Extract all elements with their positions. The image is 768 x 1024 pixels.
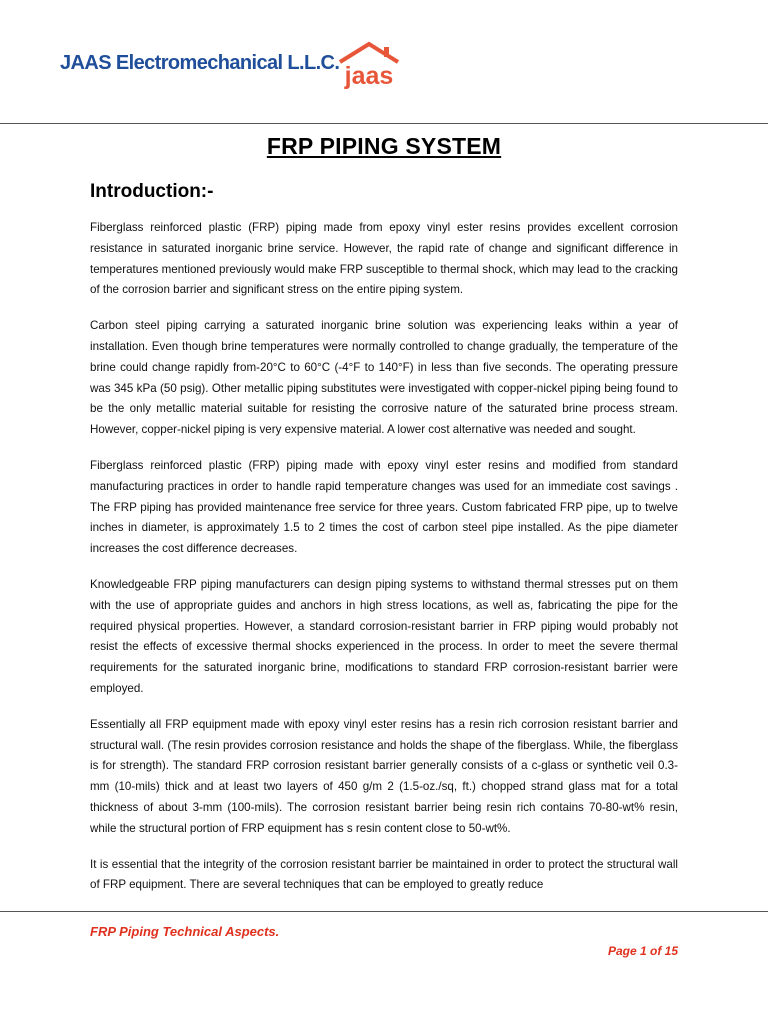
company-logo xyxy=(334,40,404,96)
footer-document-label: FRP Piping Technical Aspects. xyxy=(90,924,280,939)
paragraph: Knowledgeable FRP piping manufacturers can design piping systems to withstand thermal stresses put on them with the use of appropriate guides and anchors in high stress locations, as well as, fabricating the pipe for the required physical properties. However, a standard corrosion-resistant barrier in FRP piping would probably not resist the effects of excessive thermal shocks experienced in the process. In order to meet the severe thermal requirements for the saturated inorganic brine, modifications to standard FRP corrosion-resistant barrier were employed. xyxy=(90,577,678,695)
logo-text: jaas xyxy=(344,62,394,90)
header-divider xyxy=(0,123,768,124)
section-heading: Introduction:- xyxy=(90,181,214,202)
paragraph: Essentially all FRP equipment made with epoxy vinyl ester resins has a resin rich corrosion resistant barrier and structural wall. (The resin provides corrosion resistance and holds the shape of the fiberglass. While, the fiberglass is for strength). The standard FRP corrosion resistant barrier generally consists of a c-glass or synthetic veil 0.3-mm (10-mils) thick and at least two layers of 450 g/m 2 (1.5-oz./sq, ft.) chopped strand glass mat for a total thickness of about 3-mm (100-mils). The corrosion resistant barrier being resin rich contains 70-80-wt% resin, while the structural portion of FRP equipment has s resin content close to 50-wt%. xyxy=(90,717,678,835)
paragraph: It is essential that the integrity of the corrosion resistant barrier be maintained in order to protect the structural wall of FRP equipment. There are several techniques that can be employed to greatly reduce xyxy=(90,857,678,892)
page-number: Page 1 of 15 xyxy=(607,944,678,958)
page-header xyxy=(0,0,768,122)
paragraph: Carbon steel piping carrying a saturated inorganic brine solution was experiencing leaks within a year of installation. Even though brine temperatures were normally controlled to change gradually, the temperature of the brine could change rapidly from-20°C to 60°C (-4°F to 140°F) in less than five seconds. The operating pressure was 345 kPa (50 psig). Other metallic piping substitutes were investigated with copper-nickel piping being found to be the only metallic material suitable for resisting the corrosive nature of the saturated brine process stream. However, copper-nickel piping is very expensive material. A lower cost alternative was needed and sought. xyxy=(90,319,678,437)
document-title: FRP PIPING SYSTEM xyxy=(266,133,502,159)
company-name: JAAS Electromechanical L.L.C. xyxy=(60,52,340,74)
paragraph: Fiberglass reinforced plastic (FRP) piping made with epoxy vinyl ester resins and modified from standard manufacturing practices in order to handle rapid temperature changes was used for an immediate cost savings . The FRP piping has provided maintenance free service for three years. Custom fabricated FRP pipe, up to twelve inches in diameter, is approximately 1.5 to 2 times the cost of carbon steel pipe installed. As the pipe diameter increases the cost difference decreases. xyxy=(90,458,678,556)
paragraph: Fiberglass reinforced plastic (FRP) piping made from epoxy vinyl ester resins provides excellent corrosion resistance in saturated inorganic brine service. However, the rapid rate of change and significant difference in temperatures mentioned previously would make FRP susceptible to thermal shock, which may lead to the cracking of the corrosion barrier and significant stress on the entire piping system. xyxy=(90,221,678,297)
document-body xyxy=(90,218,678,911)
footer-divider xyxy=(0,911,768,912)
